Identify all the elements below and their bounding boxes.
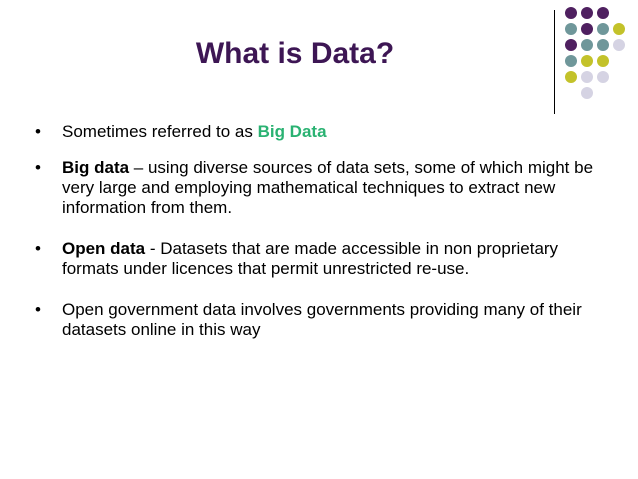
bullet-point-icon: • bbox=[35, 300, 41, 319]
decorative-dot bbox=[581, 23, 593, 35]
bullet-item bbox=[35, 300, 595, 340]
decorative-dot bbox=[565, 39, 577, 51]
decorative-dot bbox=[581, 7, 593, 19]
slide-title: What is Data? bbox=[195, 37, 395, 70]
decorative-dot bbox=[597, 55, 609, 67]
decorative-dot-grid bbox=[565, 7, 637, 103]
bullet-item bbox=[35, 158, 595, 218]
bullet-text: Open government data involves governments providing many of their datasets online in this way bbox=[62, 300, 582, 339]
bullet-point-icon: • bbox=[35, 158, 41, 177]
decorative-dot bbox=[581, 55, 593, 67]
decorative-dot bbox=[565, 23, 577, 35]
decorative-dot bbox=[613, 23, 625, 35]
decorative-dot bbox=[581, 87, 593, 99]
bullet-text: – using diverse sources of data sets, some of which might be very large and employing mathematical techniques to extract new information from them. bbox=[62, 158, 594, 217]
bullet-item bbox=[35, 239, 595, 279]
bullet-point-icon: • bbox=[35, 239, 41, 258]
decorative-divider bbox=[554, 10, 555, 114]
bullet-highlight: Big Data bbox=[257, 122, 327, 141]
decorative-dot bbox=[565, 55, 577, 67]
bullet-point-icon: • bbox=[35, 122, 41, 141]
decorative-dot bbox=[565, 71, 577, 83]
decorative-dot bbox=[597, 39, 609, 51]
bullet-item bbox=[35, 122, 595, 142]
bullet-list bbox=[35, 122, 595, 356]
bullet-text: Sometimes referred to as bbox=[62, 122, 258, 141]
decorative-dot bbox=[581, 39, 593, 51]
bullet-lead: Open data bbox=[62, 239, 146, 258]
decorative-dot bbox=[597, 23, 609, 35]
decorative-dot bbox=[565, 7, 577, 19]
decorative-dot bbox=[581, 71, 593, 83]
decorative-dot bbox=[597, 7, 609, 19]
decorative-dot bbox=[613, 39, 625, 51]
bullet-lead: Big data bbox=[62, 158, 130, 177]
bullet-text: - Datasets that are made accessible in non proprietary formats under licences that permit unrestricted re-use. bbox=[62, 239, 559, 278]
decorative-dot bbox=[597, 71, 609, 83]
